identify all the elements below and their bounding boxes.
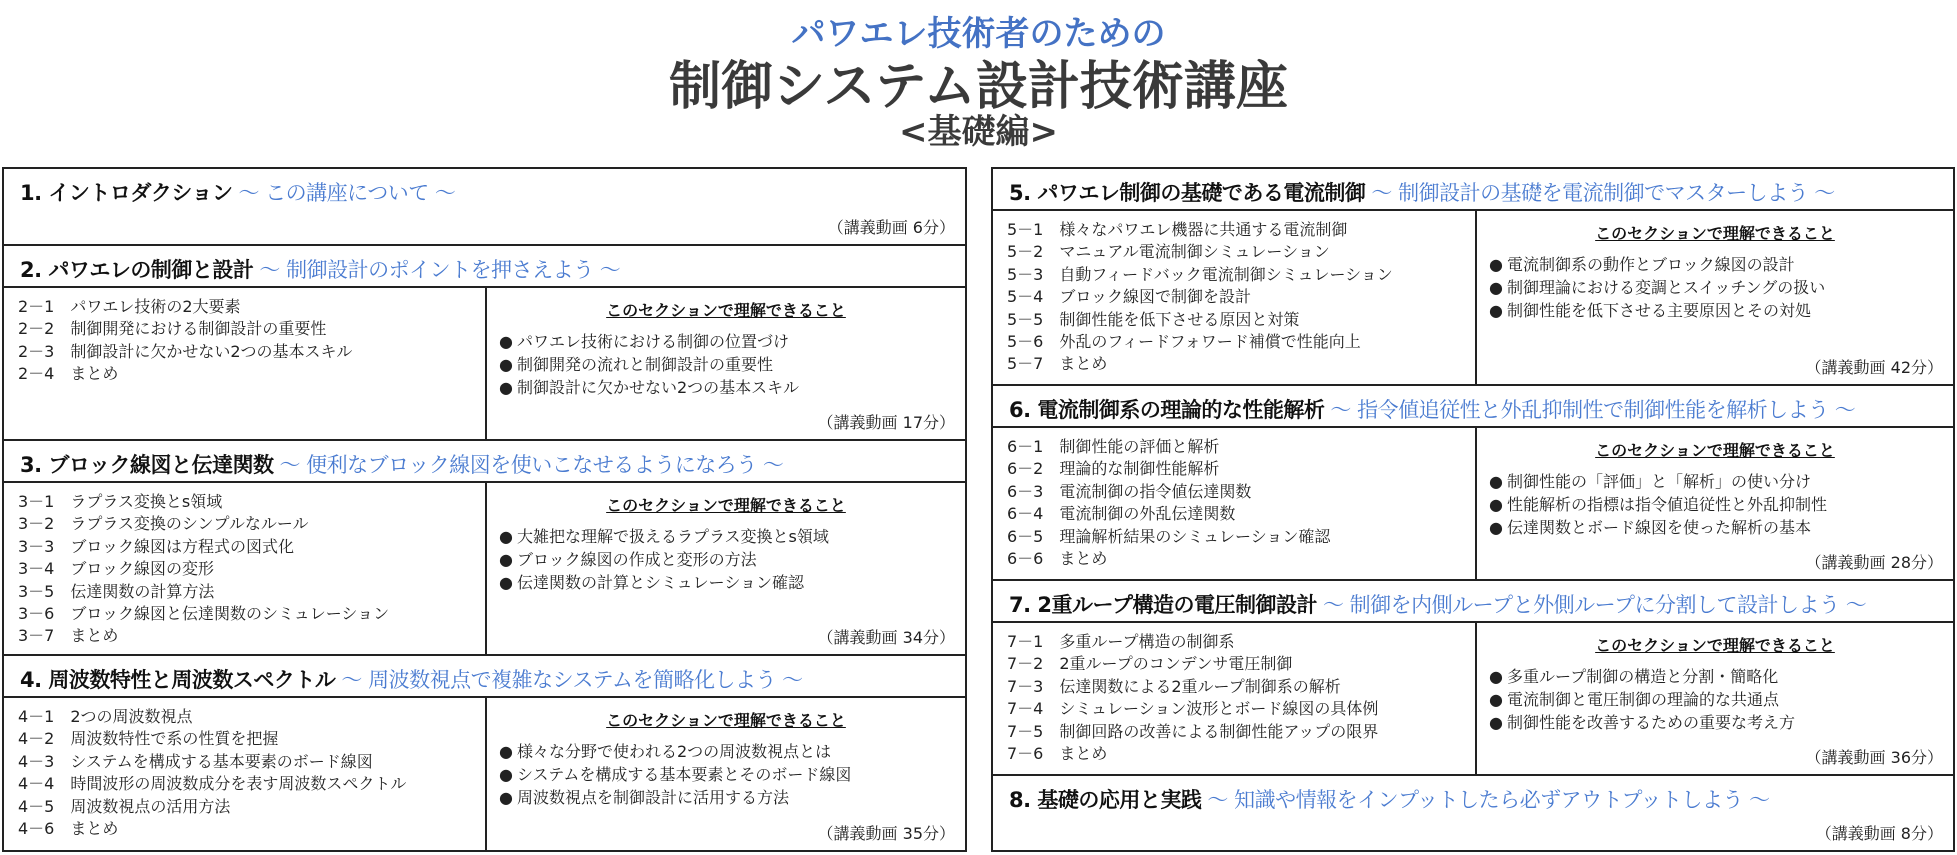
learning-text: 性能解析の指標は指令値追従性と外乱抑制性 — [1507, 495, 1828, 514]
section-title — [1009, 394, 1855, 424]
learning-text: 制御性能の「評価」と「解析」の使い分け — [1507, 472, 1812, 491]
learning-item — [499, 525, 829, 548]
learning-list — [499, 330, 799, 399]
learning-heading: このセクションで理解できること — [1595, 441, 1835, 460]
lesson-item[interactable]: 6－5 理論解析結果のシミュレーション確認 — [1007, 526, 1331, 546]
section-tagline: ～ 指令値追従性と外乱抑制性で制御性能を解析しよう ～ — [1330, 398, 1856, 422]
learning-heading: このセクションで理解できること — [606, 301, 846, 320]
left-column — [2, 167, 967, 852]
lesson-item[interactable]: 4－6 まとめ — [18, 818, 119, 838]
section-title — [20, 449, 783, 479]
course-title: 制御システム設計技術講座 — [669, 57, 1288, 117]
lesson-item[interactable]: 7－4 シミュレーション波形とボード線図の具体例 — [1007, 699, 1379, 719]
section-6 — [993, 384, 1953, 579]
learning-box — [487, 698, 965, 850]
lesson-item[interactable]: 6－3 電流制御の指令値伝達関数 — [1007, 481, 1252, 501]
section-title-text: 1. イントロダクション — [20, 181, 233, 205]
learning-text: 伝達関数の計算とシミュレーション確認 — [517, 573, 805, 592]
lecture-duration: （講義動画 35分） — [817, 824, 955, 843]
section-header — [993, 581, 1953, 623]
section-3 — [4, 439, 965, 654]
lesson-item[interactable]: 5－3 自動フィードバック電流制御シミュレーション — [1007, 264, 1393, 284]
learning-item — [1489, 253, 1825, 276]
section-5 — [993, 169, 1953, 384]
bullet-icon: ● — [1489, 713, 1503, 732]
learning-text: 周波数視点を制御設計に活用する方法 — [517, 788, 790, 807]
learning-text: 様々な分野で使われる2つの周波数視点とは — [517, 742, 832, 761]
learning-box — [1477, 623, 1953, 774]
learning-item — [499, 571, 829, 594]
section-4 — [4, 654, 965, 850]
section-title — [1009, 784, 1770, 814]
learning-list — [1489, 665, 1795, 734]
learning-item — [1489, 665, 1795, 688]
lesson-item[interactable]: 3－1 ラプラス変換とs領域 — [18, 492, 223, 511]
learning-item — [1489, 470, 1827, 493]
learning-list — [499, 740, 851, 809]
section-title — [20, 177, 455, 207]
learning-text: 制御性能を低下させる主要原因とその対処 — [1507, 301, 1812, 320]
learning-box — [1477, 211, 1953, 384]
learning-text: 制御性能を改善するための重要な考え方 — [1507, 713, 1796, 732]
section-title — [1009, 177, 1835, 207]
section-1 — [4, 169, 965, 244]
learning-item — [1489, 299, 1825, 322]
section-tagline: ～ 周波数視点で複雑なシステムを簡略化しよう ～ — [341, 668, 803, 692]
learning-text: 大雑把な理解で扱えるラプラス変換とs領域 — [517, 527, 829, 546]
section-title-text: 7. 2重ループ構造の電圧制御設計 — [1009, 593, 1317, 617]
learning-item — [499, 330, 799, 353]
section-8 — [993, 774, 1953, 850]
bullet-icon: ● — [1489, 667, 1503, 686]
section-title — [1009, 589, 1866, 619]
section-tagline: ～ 便利なブロック線図を使いこなせるようになろう ～ — [279, 453, 784, 477]
bullet-icon: ● — [1489, 495, 1503, 514]
lesson-item[interactable]: 7－3 伝達関数による2重ループ制御系の解析 — [1007, 676, 1341, 696]
section-tagline: ～ この講座について ～ — [238, 181, 456, 205]
lesson-list — [18, 491, 389, 648]
learning-list — [499, 525, 829, 594]
learning-item — [1489, 276, 1825, 299]
lesson-item[interactable]: 4－5 周波数視点の活用方法 — [18, 796, 231, 816]
lesson-list — [18, 296, 352, 386]
section-tagline: ～ 制御設計のポイントを押さえよう ～ — [259, 258, 621, 282]
learning-list — [1489, 253, 1825, 322]
bullet-icon: ● — [499, 527, 513, 546]
section-title-text: 2. パワエレの制御と設計 — [20, 258, 254, 282]
lesson-item[interactable]: 4－3 システムを構成する基本要素のボード線図 — [18, 751, 373, 771]
learning-item — [1489, 711, 1795, 734]
learning-box — [487, 288, 965, 439]
section-2 — [4, 244, 965, 439]
learning-text: 制御開発の流れと制御設計の重要性 — [517, 355, 774, 374]
learning-text: 多重ループ制御の構造と分割・簡略化 — [1507, 667, 1779, 686]
learning-item — [499, 548, 829, 571]
bullet-icon: ● — [499, 550, 513, 569]
bullet-icon: ● — [1489, 690, 1503, 709]
lesson-item[interactable]: 2－3 制御設計に欠かせない2つの基本スキル — [18, 341, 353, 361]
learning-heading: このセクションで理解できること — [606, 496, 846, 515]
bullet-icon: ● — [1489, 518, 1503, 537]
learning-text: 電流制御と電圧制御の理論的な共通点 — [1507, 690, 1780, 709]
lecture-duration: （講義動画 42分） — [1805, 358, 1943, 377]
lesson-item[interactable]: 3－2 ラプラス変換のシンプルなルール — [18, 514, 309, 534]
bullet-icon: ● — [1489, 255, 1503, 274]
learning-heading: このセクションで理解できること — [1595, 224, 1835, 243]
section-header — [4, 246, 965, 288]
lesson-item[interactable]: 7－5 制御回路の改善による制御性能アップの限界 — [1007, 721, 1379, 741]
bullet-icon: ● — [1489, 301, 1503, 320]
lesson-list — [1007, 631, 1378, 765]
lecture-duration: （講義動画 36分） — [1805, 748, 1943, 767]
learning-text: ブロック線図の作成と変形の方法 — [517, 550, 757, 569]
section-header — [4, 441, 965, 483]
bullet-icon: ● — [1489, 278, 1503, 297]
learning-text: パワエレ技術における制御の位置づけ — [517, 332, 790, 351]
lesson-item[interactable]: 6－6 まとめ — [1007, 548, 1108, 568]
section-tagline: ～ 制御を内側ループと外側ループに分割して設計しよう ～ — [1322, 593, 1867, 617]
lesson-item[interactable]: 5－5 制御性能を低下させる原因と対策 — [1007, 309, 1300, 329]
bullet-icon: ● — [499, 742, 513, 761]
lesson-item[interactable]: 5－7 まとめ — [1007, 354, 1108, 374]
lesson-item[interactable]: 2－1 パワエレ技術の2大要素 — [18, 297, 241, 316]
learning-item — [499, 376, 799, 399]
bullet-icon: ● — [499, 355, 513, 374]
learning-item — [499, 740, 851, 763]
lesson-item[interactable]: 6－4 電流制御の外乱伝達関数 — [1007, 504, 1236, 524]
section-title-text: 8. 基礎の応用と実践 — [1009, 788, 1202, 812]
lecture-duration: （講義動画 6分） — [827, 218, 955, 237]
section-title — [20, 254, 620, 284]
section-tagline: ～ 知識や情報をインプットしたら必ずアウトプットしよう ～ — [1207, 788, 1770, 812]
course-subtitle: パワエレ技術者のための — [791, 14, 1166, 54]
lecture-duration: （講義動画 28分） — [1805, 553, 1943, 572]
learning-item — [1489, 516, 1827, 539]
section-title — [20, 664, 803, 694]
lesson-item[interactable]: 6－1 制御性能の評価と解析 — [1007, 437, 1220, 456]
lesson-item[interactable]: 4－1 2つの周波数視点 — [18, 707, 193, 726]
bullet-icon: ● — [499, 788, 513, 807]
learning-text: 伝達関数とボード線図を使った解析の基本 — [1507, 518, 1812, 537]
bullet-icon: ● — [499, 765, 513, 784]
section-header — [993, 776, 1953, 818]
section-header — [993, 169, 1953, 211]
learning-text: 制御理論における変調とスイッチングの扱い — [1507, 278, 1826, 297]
learning-item — [1489, 688, 1795, 711]
learning-heading: このセクションで理解できること — [606, 711, 846, 730]
learning-text: システムを構成する基本要素とそのボード線図 — [517, 765, 852, 784]
learning-item — [1489, 493, 1827, 516]
lecture-duration: （講義動画 17分） — [817, 413, 955, 432]
lesson-item[interactable]: 7－6 まとめ — [1007, 743, 1108, 763]
lesson-item[interactable]: 7－1 多重ループ構造の制御系 — [1007, 632, 1235, 651]
lesson-item[interactable]: 3－4 ブロック線図の変形 — [18, 559, 215, 579]
lesson-item[interactable]: 7－2 2重ループのコンデンサ電圧制御 — [1007, 654, 1293, 674]
section-header — [4, 656, 965, 698]
lecture-duration: （講義動画 34分） — [817, 628, 955, 647]
lesson-item[interactable]: 4－2 周波数特性で系の性質を把握 — [18, 729, 279, 749]
learning-list — [1489, 470, 1827, 539]
lecture-duration: （講義動画 8分） — [1815, 824, 1943, 843]
bullet-icon: ● — [1489, 472, 1503, 491]
learning-text: 電流制御系の動作とブロック線図の設計 — [1507, 255, 1795, 274]
course-edition: <基礎編> — [899, 112, 1058, 152]
lesson-item[interactable]: 5－2 マニュアル電流制御シミュレーション — [1007, 242, 1330, 262]
lesson-item[interactable]: 3－3 ブロック線図は方程式の図式化 — [18, 536, 295, 556]
learning-item — [499, 353, 799, 376]
lesson-item[interactable]: 2－4 まとめ — [18, 364, 119, 384]
lesson-list — [1007, 219, 1393, 376]
section-title-text: 5. パワエレ制御の基礎である電流制御 — [1009, 181, 1366, 205]
lesson-item[interactable]: 2－2 制御開発における制御設計の重要性 — [18, 319, 327, 339]
section-header — [993, 386, 1953, 428]
learning-box — [487, 483, 965, 654]
learning-item — [499, 786, 851, 809]
section-title-text: 6. 電流制御系の理論的な性能解析 — [1009, 398, 1325, 422]
lesson-item[interactable]: 5－4 ブロック線図で制御を設計 — [1007, 287, 1252, 307]
bullet-icon: ● — [499, 378, 513, 397]
section-header — [4, 169, 965, 211]
learning-box — [1477, 428, 1953, 579]
lesson-list — [1007, 436, 1330, 570]
lesson-item[interactable]: 4－4 時間波形の周波数成分を表す周波数スペクトル — [18, 774, 407, 794]
bullet-icon: ● — [499, 573, 513, 592]
section-7 — [993, 579, 1953, 774]
lesson-item[interactable]: 3－7 まとめ — [18, 626, 119, 646]
right-column — [991, 167, 1955, 852]
section-tagline: ～ 制御設計の基礎を電流制御でマスターしよう ～ — [1371, 181, 1835, 205]
learning-text: 制御設計に欠かせない2つの基本スキル — [517, 378, 800, 397]
learning-item — [499, 763, 851, 786]
learning-heading: このセクションで理解できること — [1595, 636, 1835, 655]
lesson-item[interactable]: 6－2 理論的な制御性能解析 — [1007, 459, 1220, 479]
lesson-item[interactable]: 3－6 ブロック線図と伝達関数のシミュレーション — [18, 603, 390, 623]
lesson-item[interactable]: 5－6 外乱のフィードフォワード補償で性能向上 — [1007, 331, 1361, 351]
bullet-icon: ● — [499, 332, 513, 351]
lesson-item[interactable]: 3－5 伝達関数の計算方法 — [18, 581, 215, 601]
section-title-text: 3. ブロック線図と伝達関数 — [20, 453, 274, 477]
section-title-text: 4. 周波数特性と周波数スペクトル — [20, 668, 336, 692]
lesson-list — [18, 706, 406, 840]
lesson-item[interactable]: 5－1 様々なパワエレ機器に共通する電流制御 — [1007, 220, 1348, 239]
